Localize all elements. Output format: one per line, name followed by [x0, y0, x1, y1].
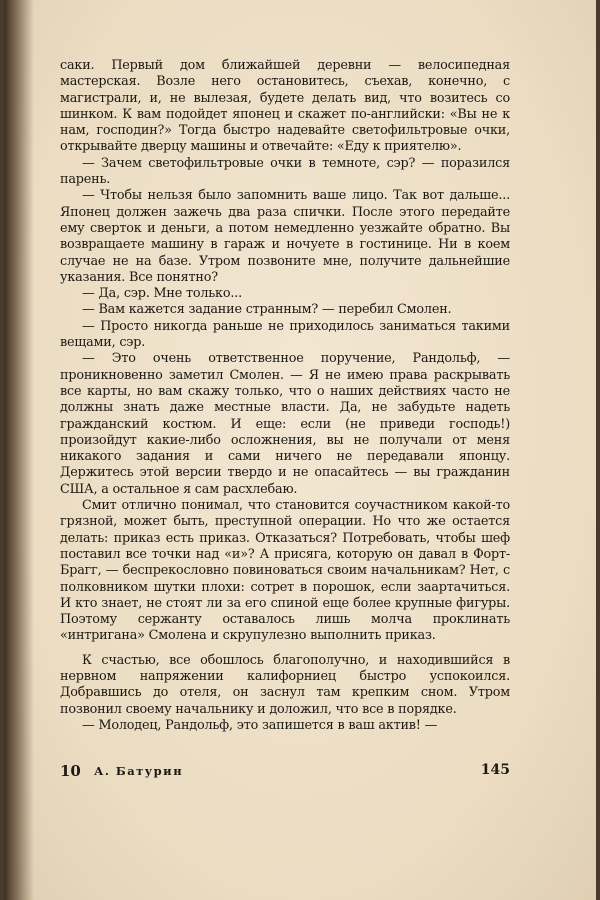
- body-text: [60, 58, 510, 734]
- signature-number: 10: [60, 762, 81, 780]
- paragraph: — Зачем светофильтровые очки в темноте, сэр? — поразился парень.: [60, 155, 510, 188]
- page-number: 145: [480, 762, 510, 778]
- paragraph: — Молодец, Рандольф, это запишется в ваш актив! —: [82, 717, 438, 733]
- paragraph: саки. Первый дом ближайшей деревни — велосипедная мастерская. Возле него остановитесь, съехав, конечно, с магистрали, и, не вылезая, будете делать вид, что возитесь со шинком. К вам подойдет японец и скажет по-английски: «Вы не к нам, господин?» Тогда быстро надевайте светофильтровые очки, открывайте дверцу машины и отвечайте: «Еду к приятелю».: [60, 58, 510, 155]
- paragraph: — Это очень ответственное поручение, Рандольф, — проникновенно заметил Смолен. — Я не имею права раскрывать все карты, но вам скажу только, что о наших действиях часто не должны знать даже местные власти. Да, не забудьте надеть гражданский костюм. И еще: если (не приведи господь!) произойдут какие-либо осложнения, вы не получали от меня никакого задания и сами ничего не передавали японцу. Держитесь этой версии твердо и не опасайтесь — вы гражданин США, а остальное я сам расхлебаю.: [60, 351, 510, 497]
- book-page: [4, 0, 596, 900]
- paragraph: — Просто никогда раньше не приходилось заниматься такими вещами, сэр.: [60, 318, 510, 351]
- paragraph: К счастью, все обошлось благополучно, и находившийся в нервном напряжении калифорниец быстро успокоился. Добравшись до отеля, он заснул там крепким сном. Утром позвонил своему начальнику и доложил, что все в порядке.: [60, 652, 510, 717]
- page-spine-shadow: [4, 0, 34, 900]
- paragraph: — Да, сэр. Мне только...: [82, 286, 242, 302]
- signature-author: А. Батурин: [94, 764, 184, 778]
- paragraph: — Вам кажется задание странным? — перебил Смолен.: [82, 302, 452, 318]
- paragraph: Смит отлично понимал, что становится соучастником какой-то грязной, может быть, преступной операции. Но что же остается делать: приказ есть приказ. Отказаться? Потребовать, чтобы шеф поставил все точки над «и»? А присяга, которую он давал в Форт-Брагг, — беспрекословно повиноваться своим начальникам? Нет, с полковником шутки плохи: сотрет в порошок, если заартачиться. И кто знает, не стоят ли за его спиной еще более крупные фигуры. Поэтому сержанту оставалось лишь молча проклинать «интригана» Смолена и скрупулезно выполнить приказ.: [60, 498, 510, 644]
- paragraph: — Чтобы нельзя было запомнить ваше лицо. Так вот дальше... Японец должен зажечь два раза спички. После этого передайте ему сверток и деньги, а потом немедленно уезжайте обратно. Вы возвращаете машину в гараж и ночуете в гостинице. Ни в коем случае не на базе. Утром позвоните мне, получите дальнейшие указания. Все понятно?: [60, 188, 510, 285]
